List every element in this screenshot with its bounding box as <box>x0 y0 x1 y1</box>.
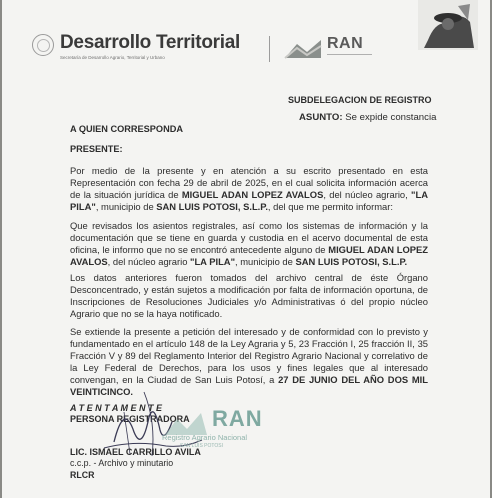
subject-text: Se expide constancia <box>345 112 437 123</box>
mexico-seal-icon <box>32 34 54 56</box>
p4-date: 27 DE JUNIO DEL AÑO DOS MIL VEINTICINCO. <box>70 374 428 397</box>
p2-text-c: , municipio de <box>235 256 296 267</box>
role-label: PERSONA REGISTRADORA <box>70 414 190 424</box>
ran-label: RAN <box>327 35 364 52</box>
p1-nucleo: "LA PILA" <box>70 189 428 212</box>
cc-line: c.c.p. - Archivo y minutario <box>70 458 174 468</box>
stamp-sub: SAN LUIS POTOSI <box>180 443 223 449</box>
p2-text-b: , del núcleo agrario <box>107 256 191 267</box>
brand-subtitle: Secretaría de Desarrollo Agrario, Territorial y Urbano <box>60 55 165 60</box>
stamp-name: Registro Agrario Nacional <box>162 433 248 442</box>
letterhead <box>2 26 490 70</box>
ran-logo-icon <box>283 38 323 60</box>
stamp-ran: RAN <box>212 406 263 431</box>
p1-text-d: , del que me permito informar: <box>267 201 393 212</box>
p2-person-name: MIGUEL ADAN LOPEZ AVALOS <box>70 244 429 267</box>
recipient: A QUIEN CORRESPONDA <box>70 124 183 134</box>
p1-text-c: , municipio de <box>95 201 157 212</box>
p1-municipio: SAN LUIS POTOSI, S.L.P. <box>156 201 268 212</box>
p2-text-a: Que revisados los asientos registrales, así como los sistemas de información y la documentación que se tiene en guarda y custodia en el acervo documental de esta oficina, le informo que no se encontró antecedente alguno de <box>70 220 428 255</box>
p4-text-a: Se extiende la presente a petición del interesado y de conformidad con lo previsto y fundamentado en el artículo 148 de la Ley Agraria y 5, 23 Fracción I, 25 fracción II, 35 Fracción V y 89 del Reglamento Interior del Registro Agrario Nacional y correlativo de la Ley Federal de Derechos, para los usos y fines legales que al interesado convengan, en la Ciudad de San Luis Potosí, a <box>70 326 428 385</box>
brand-block <box>60 32 240 60</box>
ran-rule <box>327 54 372 59</box>
subject-line <box>299 112 436 124</box>
initials: RLCR <box>70 470 95 480</box>
p1-person-name: MIGUEL ADAN LOPEZ AVALOS <box>181 189 324 200</box>
p2-municipio: SAN LUIS POTOSI, S.L.P. <box>295 256 408 267</box>
zapata-portrait-icon <box>418 0 478 50</box>
document-page <box>2 0 490 498</box>
header-divider <box>269 36 270 62</box>
p2-nucleo: "LA PILA" <box>190 256 236 267</box>
closing-label: A T E N T A M E N T E <box>70 403 162 413</box>
brand-title: Desarrollo Territorial <box>60 32 240 53</box>
presente-label: PRESENTE: <box>70 144 123 154</box>
subject-label: ASUNTO: <box>299 112 343 123</box>
department-label: SUBDELEGACION DE REGISTRO <box>288 95 432 105</box>
paragraph-request <box>70 165 428 213</box>
signer-name: LIC. ISMAEL CARRILLO AVILA <box>70 447 201 457</box>
p1-text-a: Por medio de la presente y en atención a su escrito presentado en esta Representación con fecha 29 de abril de 2025, en el cual solicita información acerca de la situación jurídica de <box>70 165 428 200</box>
p1-text-b: , del núcleo agrario, <box>323 189 412 200</box>
paragraph-sources: Los datos anteriores fueron tomados del archivo central de éste Órgano Desconcentrado, y están sujetos a modificación por falta de información oportuna, de Inscripciones de Resoluciones Judiciales y/o Administrativas ó del propio núcleo Agrario que no se la haya notificado. <box>70 272 428 319</box>
paragraph-findings <box>70 220 428 268</box>
